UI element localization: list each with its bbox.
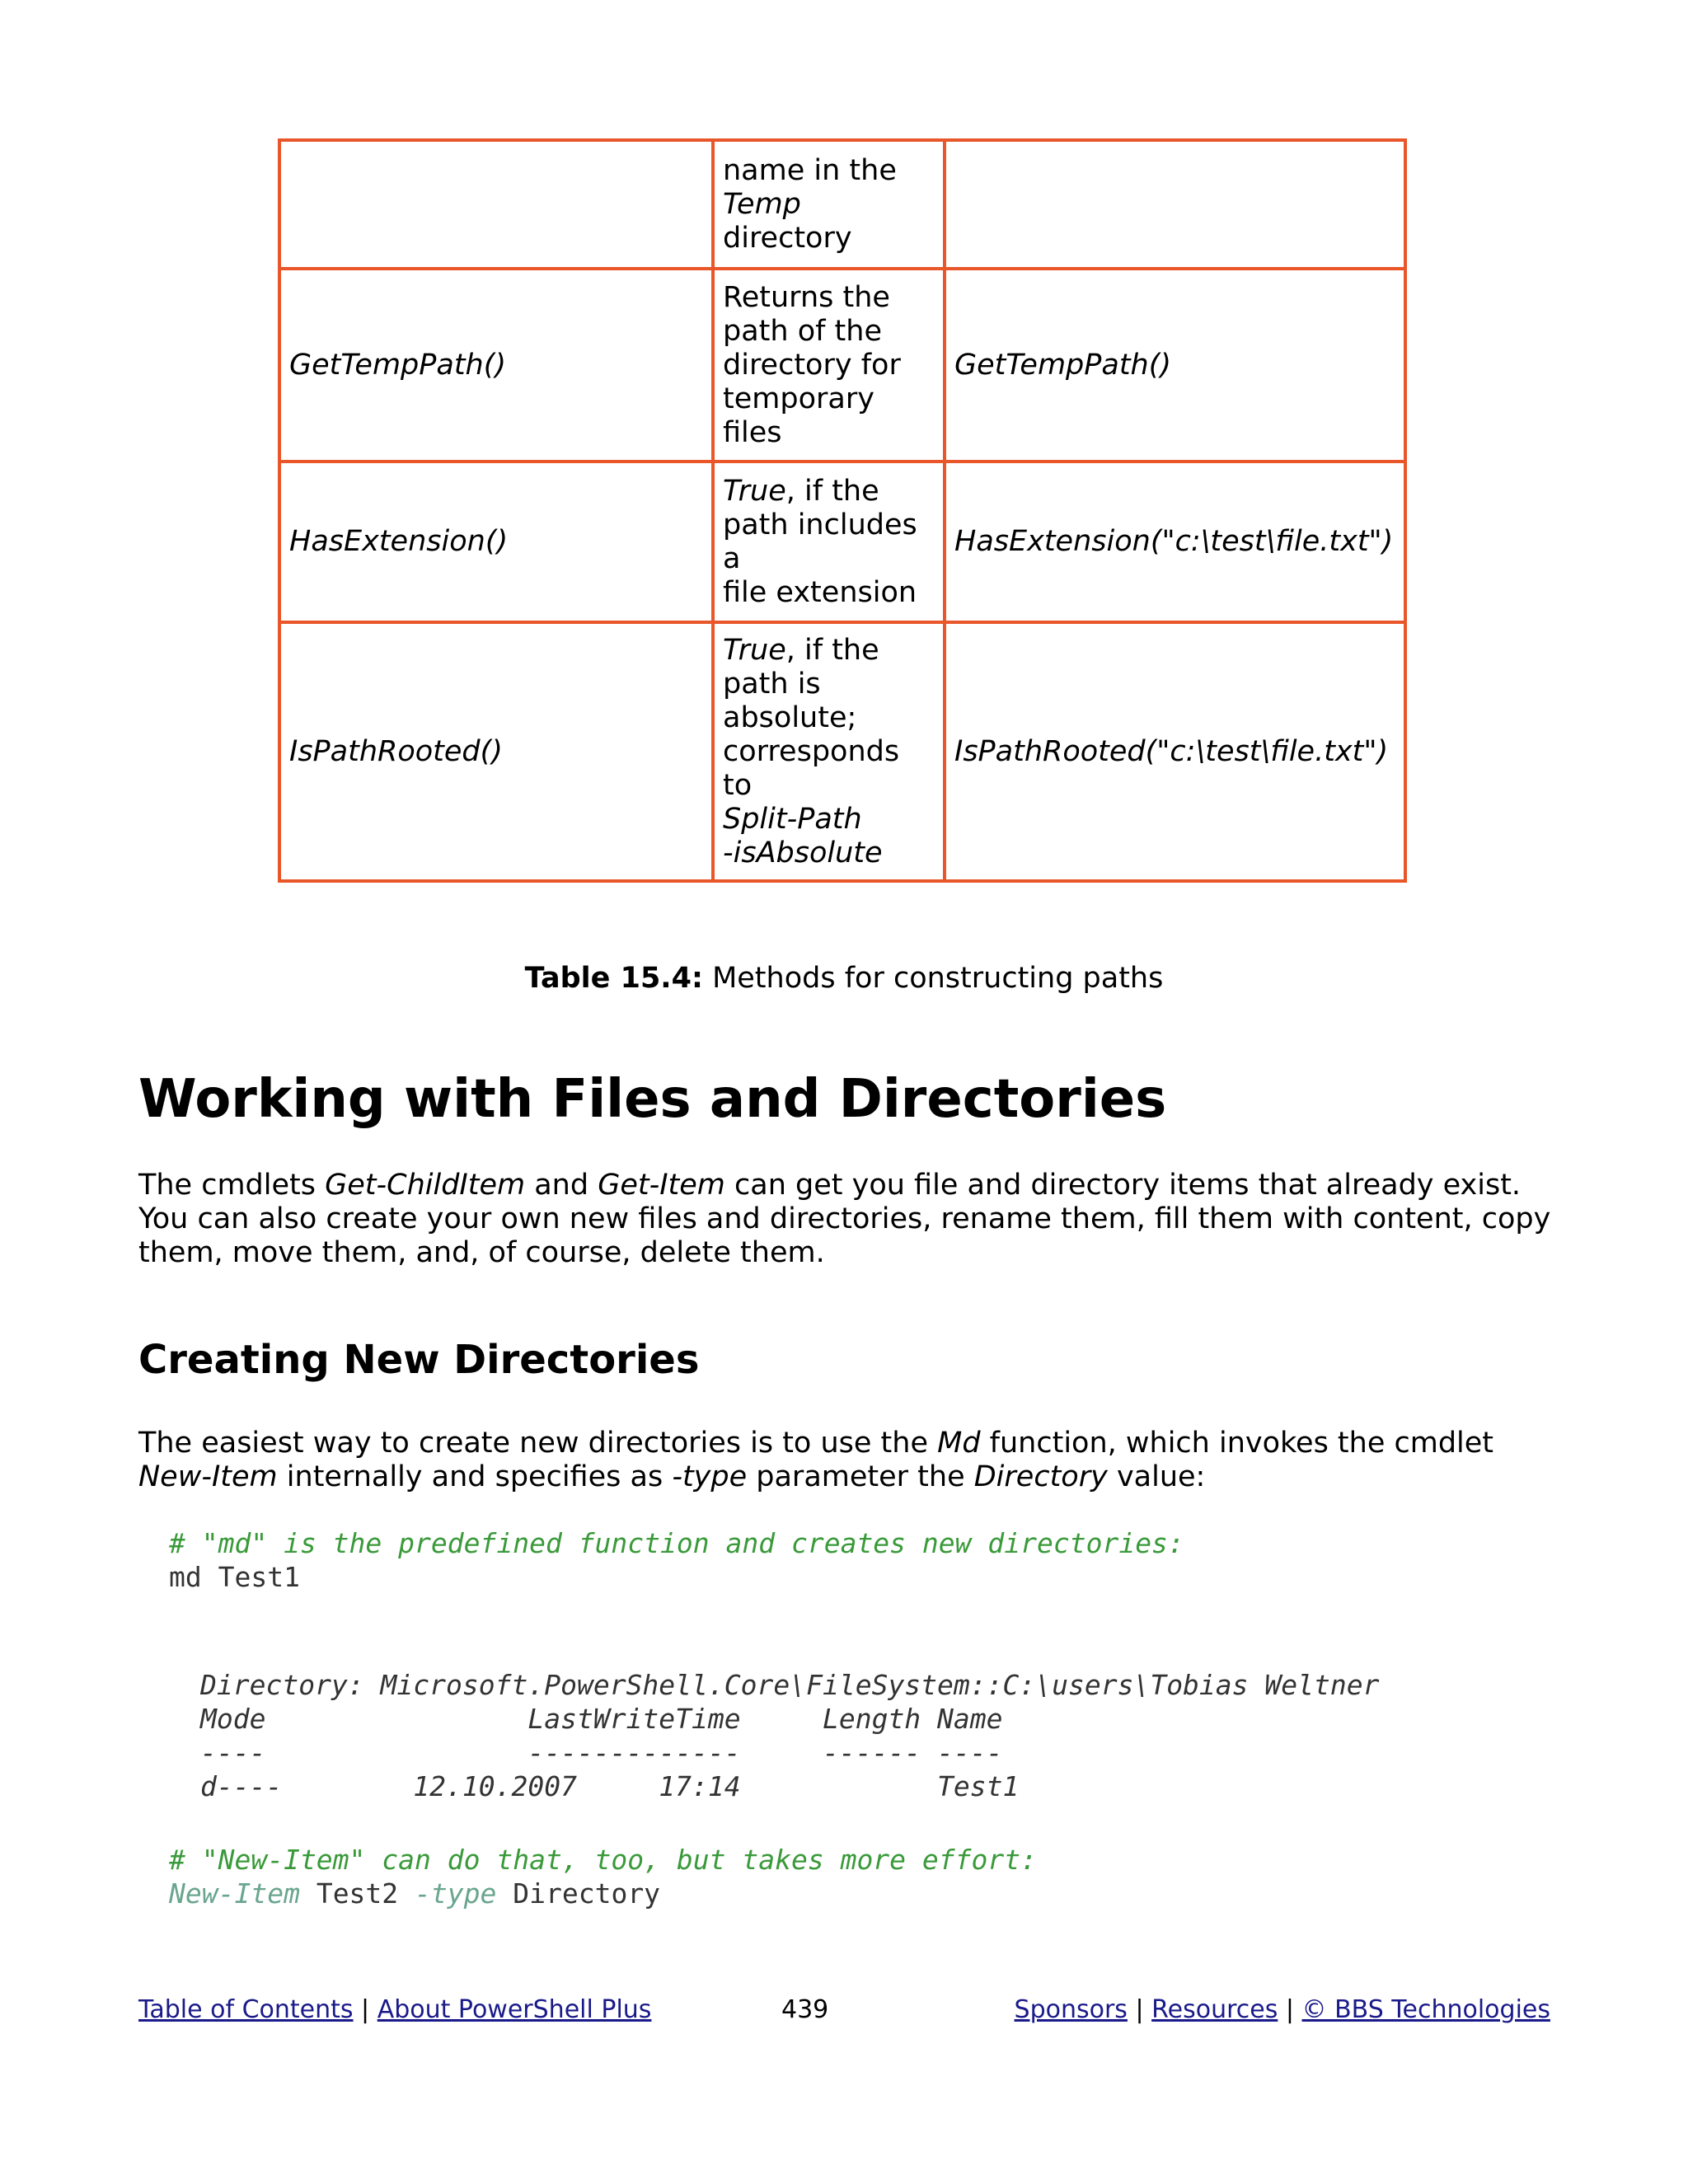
cmdlet-name: Get-ChildItem: [325, 1169, 526, 1202]
method-cell: [279, 140, 713, 269]
text: can get you file and directory items that already exist. You can also create your own new files and directories, rename them, fill them with content, copy them, move them, and, of course, delete them.: [138, 1169, 1551, 1269]
intro-paragraph: [138, 1169, 1556, 1270]
resources-link[interactable]: Resources: [1151, 1995, 1278, 2024]
example-cell: IsPathRooted("c:\test\file.txt"): [945, 622, 1405, 881]
page-number: 439: [781, 1995, 829, 2024]
about-link[interactable]: About PowerShell Plus: [377, 1995, 652, 2024]
output-directory-line: Directory: Microsoft.PowerShell.Core\FileSystem::C:\users\Tobias Weltner: [200, 1669, 1380, 1701]
value-name: Directory: [973, 1460, 1108, 1493]
text: internally and specifies as: [277, 1460, 673, 1493]
description-cell: True, if the path includes a file extension: [713, 462, 945, 622]
example-cell: [945, 140, 1405, 269]
directories-paragraph: [138, 1427, 1556, 1494]
method-cell: GetTempPath(): [279, 269, 713, 462]
toc-link[interactable]: Table of Contents: [138, 1995, 354, 2024]
method-cell: IsPathRooted(): [279, 622, 713, 881]
example-cell: HasExtension("c:\test\file.txt"): [945, 462, 1405, 622]
footer-separator: |: [1127, 1995, 1152, 2024]
footer-left: [138, 1995, 651, 2025]
text: and: [525, 1169, 598, 1202]
text: The cmdlets: [138, 1169, 326, 1202]
table-caption: [0, 960, 1688, 996]
code-block-new-item: [169, 1843, 1037, 1910]
caption-label: Table 15.4:: [524, 962, 703, 995]
methods-table: [278, 138, 1407, 883]
subsection-heading: Creating New Directories: [138, 1337, 700, 1383]
methods-table-body: [279, 140, 1405, 881]
sponsors-link[interactable]: Sponsors: [1014, 1995, 1128, 2024]
output-row-line: d---- 12.10.2007 17:14 Test1: [200, 1770, 1020, 1802]
cmdlet-name: Get-Item: [598, 1169, 725, 1202]
parameter-name: -type: [672, 1460, 748, 1493]
table-row: [279, 140, 1405, 269]
footer-separator: |: [1278, 1995, 1302, 2024]
copyright-link[interactable]: © BBS Technologies: [1301, 1995, 1550, 2024]
text: parameter the: [747, 1460, 974, 1493]
text: value:: [1107, 1460, 1206, 1493]
table-row: [279, 462, 1405, 622]
code-command: md Test1: [169, 1561, 300, 1593]
caption-text: Methods for constructing paths: [702, 962, 1164, 995]
table-row: [279, 622, 1405, 881]
text: function, which invokes the cmdlet: [980, 1427, 1494, 1460]
output-header-line: Mode LastWriteTime Length Name: [200, 1703, 1003, 1735]
code-output: [200, 1668, 1379, 1803]
description-cell: Returns the path of the directory for temporary files: [713, 269, 945, 462]
code-argument: Test2: [299, 1877, 415, 1910]
text: The easiest way to create new directories is to use the: [138, 1427, 938, 1460]
code-comment: # "New-Item" can do that, too, but takes more effort:: [169, 1844, 1037, 1876]
code-cmdlet: New-Item: [169, 1877, 300, 1910]
code-parameter: -type: [415, 1877, 497, 1910]
table-row: [279, 269, 1405, 462]
example-cell: GetTempPath(): [945, 269, 1405, 462]
description-cell: True, if the path is absolute; corresponds to Split-Path -isAbsolute: [713, 622, 945, 881]
code-comment: # "md" is the predefined function and creates new directories:: [169, 1527, 1184, 1559]
cmdlet-name: New-Item: [138, 1460, 278, 1493]
function-name: Md: [937, 1427, 981, 1460]
code-value: Directory: [496, 1877, 661, 1910]
footer-right: [1015, 1995, 1550, 2025]
method-cell: HasExtension(): [279, 462, 713, 622]
code-block-md: [169, 1526, 1184, 1594]
description-cell: name in the Temp directory: [713, 140, 945, 269]
footer-separator: |: [353, 1995, 377, 2024]
section-heading: Working with Files and Directories: [138, 1069, 1167, 1130]
output-separator-line: ---- ------------- ------ ----: [200, 1736, 1003, 1769]
